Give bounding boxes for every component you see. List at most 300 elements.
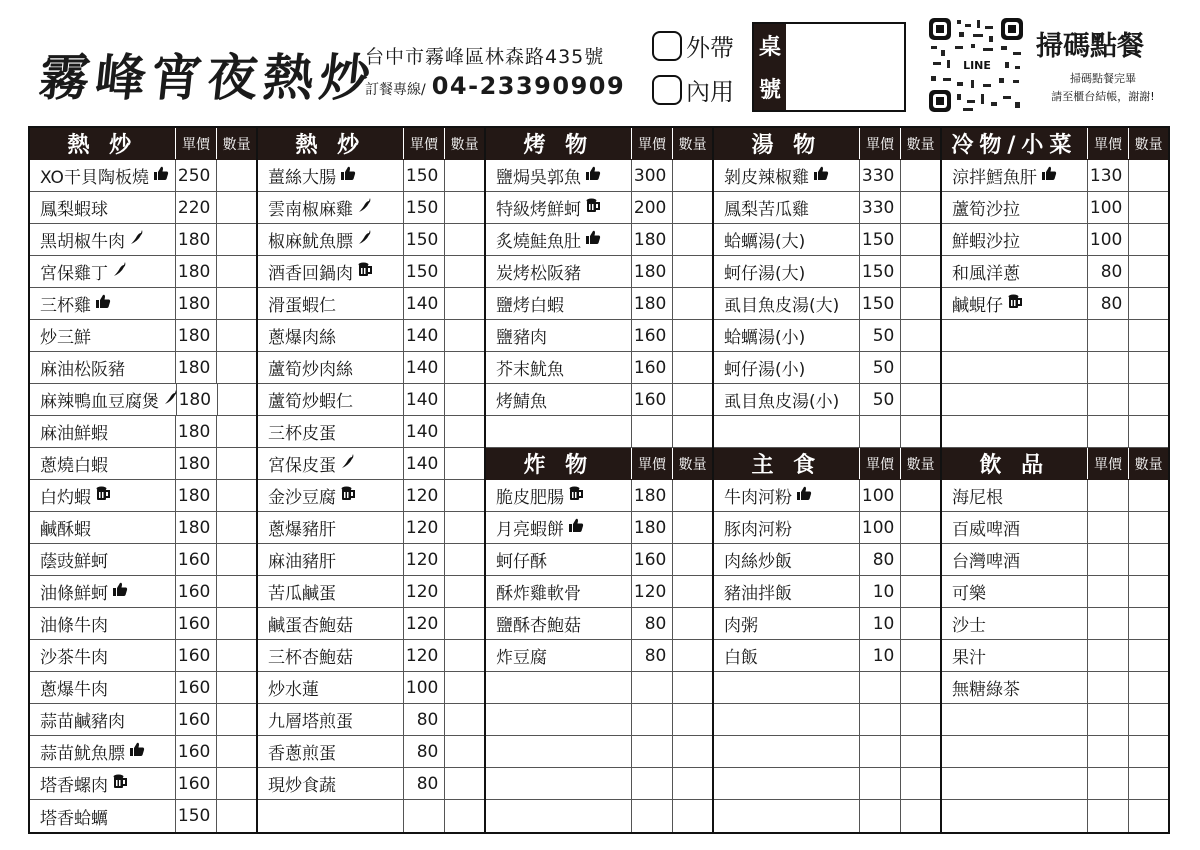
quantity-field[interactable] <box>217 480 256 511</box>
item-name-cell <box>942 256 1088 287</box>
item-name-cell <box>486 288 632 319</box>
quantity-field[interactable] <box>673 416 712 447</box>
item-price <box>1088 800 1130 832</box>
menu-item-row <box>258 544 484 576</box>
item-name: 海尼根 <box>952 488 1003 508</box>
item-name-cell <box>258 800 404 832</box>
item-name: 酒香回鍋肉 <box>268 264 353 284</box>
quantity-field[interactable] <box>673 640 712 671</box>
quantity-field[interactable] <box>217 320 256 351</box>
item-price: 140 <box>404 352 446 383</box>
item-price: 160 <box>176 704 218 735</box>
menu-item-row <box>30 704 256 736</box>
empty-row <box>486 736 712 768</box>
item-name: 無糖綠茶 <box>952 680 1020 700</box>
qty-column-header: 數量 <box>1134 456 1163 473</box>
qr-note-line: 請至櫃台結帳，謝謝! <box>1051 90 1155 103</box>
item-name-cell <box>30 672 176 703</box>
item-name-cell <box>714 544 860 575</box>
item-name: 果汁 <box>952 648 986 668</box>
quantity-field[interactable] <box>217 352 256 383</box>
quantity-field[interactable] <box>901 320 940 351</box>
item-name-cell <box>258 640 404 671</box>
quantity-field[interactable] <box>217 256 256 287</box>
quantity-field[interactable] <box>445 768 484 799</box>
quantity-field[interactable] <box>673 224 712 255</box>
quantity-field[interactable] <box>1129 800 1168 832</box>
qr-order-note <box>1036 70 1170 106</box>
quantity-field[interactable] <box>217 544 256 575</box>
item-name-cell <box>486 672 632 703</box>
quantity-field[interactable] <box>445 256 484 287</box>
item-name-cell <box>486 224 632 255</box>
item-name: 蔥爆牛肉 <box>40 680 108 700</box>
quantity-field[interactable] <box>445 288 484 319</box>
item-name-cell <box>714 320 860 351</box>
quantity-field[interactable] <box>1129 576 1168 607</box>
item-name-cell <box>30 288 176 319</box>
item-name-cell <box>714 576 860 607</box>
quantity-field[interactable] <box>901 480 940 511</box>
quantity-field[interactable] <box>445 704 484 735</box>
empty-row <box>486 800 712 832</box>
item-name-cell <box>258 704 404 735</box>
empty-row <box>714 704 940 736</box>
quantity-field[interactable] <box>673 160 712 191</box>
item-name: 可樂 <box>952 584 986 604</box>
menu-item-row <box>258 160 484 192</box>
quantity-field[interactable] <box>901 768 940 799</box>
quantity-field[interactable] <box>445 384 484 415</box>
quantity-field[interactable] <box>445 320 484 351</box>
phone-number: 04-23390909 <box>431 72 626 100</box>
quantity-field[interactable] <box>673 256 712 287</box>
quantity-field[interactable] <box>217 608 256 639</box>
quantity-field[interactable] <box>901 192 940 223</box>
quantity-field[interactable] <box>445 544 484 575</box>
checkbox-box[interactable] <box>652 31 682 61</box>
quantity-field[interactable] <box>673 288 712 319</box>
item-price: 160 <box>176 768 218 799</box>
dine-in-checkbox[interactable] <box>652 72 734 107</box>
quantity-field[interactable] <box>445 672 484 703</box>
item-price: 140 <box>404 448 446 479</box>
quantity-field[interactable] <box>217 224 256 255</box>
menu-item-row <box>258 480 484 512</box>
item-name: 油條牛肉 <box>40 616 108 636</box>
item-price: 80 <box>1088 256 1130 287</box>
item-name-cell <box>714 768 860 799</box>
item-name-cell <box>258 352 404 383</box>
quantity-field[interactable] <box>673 704 712 735</box>
menu-item-row <box>714 384 940 416</box>
item-price <box>1088 640 1130 671</box>
quantity-field[interactable] <box>445 192 484 223</box>
item-price <box>1088 704 1130 735</box>
quantity-field[interactable] <box>1129 384 1168 415</box>
item-name-cell <box>30 704 176 735</box>
quantity-field[interactable] <box>673 768 712 799</box>
menu-item-row <box>258 384 484 416</box>
quantity-field[interactable] <box>217 768 256 799</box>
menu-item-row <box>258 416 484 448</box>
quantity-field[interactable] <box>901 224 940 255</box>
quantity-field[interactable] <box>1129 512 1168 543</box>
item-price: 150 <box>404 160 446 191</box>
item-name: 蒜苗魷魚膘 <box>40 744 125 764</box>
dine-in-label: 內用 <box>686 78 734 106</box>
menu-column <box>258 128 486 832</box>
item-name-cell <box>714 736 860 767</box>
menu-item-row <box>714 608 940 640</box>
quantity-field[interactable] <box>901 416 940 447</box>
item-name: 炸豆腐 <box>496 648 547 668</box>
item-name-cell <box>30 512 176 543</box>
item-name-cell <box>714 672 860 703</box>
item-price: 330 <box>860 192 902 223</box>
menu-item-row <box>258 352 484 384</box>
item-name-cell <box>486 256 632 287</box>
item-price: 80 <box>1088 288 1130 319</box>
quantity-field[interactable] <box>1129 320 1168 351</box>
item-price: 330 <box>860 160 902 191</box>
quantity-field[interactable] <box>673 672 712 703</box>
quantity-field[interactable] <box>901 352 940 383</box>
menu-item-row <box>486 640 712 672</box>
item-name: XO干貝陶板燒 <box>40 168 149 188</box>
item-price: 250 <box>176 160 218 191</box>
item-name-cell <box>942 544 1088 575</box>
item-name: 九層塔煎蛋 <box>268 712 353 732</box>
quantity-field[interactable] <box>673 512 712 543</box>
menu-item-row <box>486 288 712 320</box>
quantity-field[interactable] <box>673 736 712 767</box>
quantity-field[interactable] <box>445 224 484 255</box>
item-price: 180 <box>176 480 218 511</box>
quantity-field[interactable] <box>1129 736 1168 767</box>
menu-item-row <box>486 608 712 640</box>
item-price: 180 <box>632 256 674 287</box>
quantity-field[interactable] <box>901 672 940 703</box>
item-price: 120 <box>404 640 446 671</box>
item-price: 180 <box>632 512 674 543</box>
item-name-cell <box>486 480 632 511</box>
item-name-cell <box>258 608 404 639</box>
quantity-field[interactable] <box>217 576 256 607</box>
item-name-cell <box>942 608 1088 639</box>
quantity-field[interactable] <box>673 384 712 415</box>
item-price: 160 <box>632 384 674 415</box>
item-name-cell <box>30 544 176 575</box>
quantity-field[interactable] <box>445 480 484 511</box>
item-name-cell <box>30 800 176 832</box>
item-price: 150 <box>404 192 446 223</box>
chili-icon <box>357 197 373 218</box>
item-name-cell <box>714 224 860 255</box>
item-name: 剝皮辣椒雞 <box>724 168 809 188</box>
chili-icon <box>357 229 373 250</box>
quantity-field[interactable] <box>1129 608 1168 639</box>
item-name-cell <box>258 672 404 703</box>
empty-row <box>942 800 1168 832</box>
quantity-field[interactable] <box>217 704 256 735</box>
item-price <box>1088 320 1130 351</box>
item-price: 120 <box>404 576 446 607</box>
menu-item-row <box>30 416 256 448</box>
quantity-field[interactable] <box>217 800 256 832</box>
quantity-field[interactable] <box>1129 160 1168 191</box>
item-name: 芥末魷魚 <box>496 360 564 380</box>
item-name: 豚肉河粉 <box>724 520 792 540</box>
quantity-field[interactable] <box>445 576 484 607</box>
section-header <box>942 128 1168 160</box>
item-name-cell <box>942 352 1088 383</box>
item-price: 80 <box>404 704 446 735</box>
menu-item-row <box>486 544 712 576</box>
empty-row <box>942 352 1168 384</box>
item-price <box>632 672 674 703</box>
quantity-field[interactable] <box>445 736 484 767</box>
thumb-icon <box>129 741 145 762</box>
item-price: 10 <box>860 640 902 671</box>
quantity-field[interactable] <box>217 512 256 543</box>
quantity-field[interactable] <box>1129 544 1168 575</box>
item-name-cell <box>486 800 632 832</box>
item-price: 160 <box>632 352 674 383</box>
qty-column-header: 數量 <box>678 136 707 153</box>
quantity-field[interactable] <box>445 352 484 383</box>
empty-row <box>486 672 712 704</box>
item-price <box>632 416 674 447</box>
item-price: 80 <box>860 544 902 575</box>
menu-item-row <box>714 224 940 256</box>
item-price: 160 <box>176 608 218 639</box>
quantity-field[interactable] <box>217 448 256 479</box>
item-price: 50 <box>860 352 902 383</box>
quantity-field[interactable] <box>901 544 940 575</box>
item-price: 180 <box>176 416 218 447</box>
item-price <box>1088 352 1130 383</box>
menu-item-row <box>714 480 940 512</box>
quantity-field[interactable] <box>445 800 484 832</box>
item-name: 蔥燒白蝦 <box>40 456 108 476</box>
quantity-field[interactable] <box>901 800 940 832</box>
item-price: 100 <box>860 480 902 511</box>
menu-item-row <box>942 160 1168 192</box>
menu-item-row <box>258 672 484 704</box>
quantity-field[interactable] <box>901 576 940 607</box>
quantity-field[interactable] <box>1129 704 1168 735</box>
item-name-cell <box>258 256 404 287</box>
item-price <box>404 800 446 832</box>
menu-item-row <box>486 224 712 256</box>
item-name-cell <box>258 224 404 255</box>
quantity-field[interactable] <box>1129 224 1168 255</box>
quantity-field[interactable] <box>673 320 712 351</box>
quantity-field[interactable] <box>445 160 484 191</box>
quantity-field[interactable] <box>217 672 256 703</box>
item-name: 蛤蠣湯(大) <box>724 232 806 252</box>
quantity-field[interactable] <box>901 160 940 191</box>
quantity-field[interactable] <box>1129 768 1168 799</box>
beer-icon <box>568 485 584 506</box>
quantity-field[interactable] <box>901 736 940 767</box>
price-column-header: 單價 <box>632 448 674 479</box>
item-name: 塔香蛤蠣 <box>40 808 108 829</box>
item-name-cell <box>942 576 1088 607</box>
item-price: 160 <box>176 544 218 575</box>
item-price: 180 <box>632 480 674 511</box>
item-name: 炙燒鮭魚肚 <box>496 232 581 252</box>
quantity-field[interactable] <box>901 256 940 287</box>
item-name: 雲南椒麻雞 <box>268 200 353 220</box>
quantity-field[interactable] <box>673 576 712 607</box>
empty-row <box>942 320 1168 352</box>
price-column-header: 單價 <box>632 128 674 159</box>
quantity-field[interactable] <box>217 288 256 319</box>
quantity-field[interactable] <box>901 608 940 639</box>
item-name-cell <box>942 704 1088 735</box>
item-name-cell <box>258 512 404 543</box>
item-name-cell <box>30 608 176 639</box>
quantity-field[interactable] <box>901 512 940 543</box>
quantity-field[interactable] <box>673 352 712 383</box>
item-name: 鹽烤白蝦 <box>496 296 564 316</box>
item-price <box>632 800 674 832</box>
quantity-field[interactable] <box>445 416 484 447</box>
quantity-field[interactable] <box>1129 288 1168 319</box>
menu-item-row <box>714 320 940 352</box>
menu-item-row <box>258 608 484 640</box>
quantity-field[interactable] <box>901 704 940 735</box>
item-name: 鮮蝦沙拉 <box>952 232 1020 252</box>
item-price <box>1088 576 1130 607</box>
menu-item-row <box>942 288 1168 320</box>
item-name: 蘆筍沙拉 <box>952 200 1020 220</box>
menu-item-row <box>714 576 940 608</box>
quantity-field[interactable] <box>217 192 256 223</box>
menu-item-row <box>258 768 484 800</box>
item-name: 麻油鮮蝦 <box>40 424 108 444</box>
section-header <box>486 448 712 480</box>
menu-item-row <box>30 672 256 704</box>
item-name-cell <box>30 640 176 671</box>
item-price <box>1088 544 1130 575</box>
quantity-field[interactable] <box>1129 256 1168 287</box>
item-name: 酥炸雞軟骨 <box>496 584 581 604</box>
item-price <box>860 416 902 447</box>
section-title: 熱 炒 <box>30 128 176 159</box>
quantity-field[interactable] <box>218 384 256 415</box>
menu-item-row <box>30 768 256 800</box>
menu-item-row <box>486 160 712 192</box>
menu-item-row <box>942 480 1168 512</box>
item-name-cell <box>30 352 176 383</box>
empty-row <box>714 416 940 448</box>
quantity-field[interactable] <box>1129 672 1168 703</box>
item-name: 白飯 <box>724 648 758 668</box>
quantity-field[interactable] <box>217 416 256 447</box>
item-name-cell <box>30 768 176 799</box>
item-name-cell <box>714 800 860 832</box>
beer-icon <box>357 261 373 282</box>
item-name: 肉粥 <box>724 616 758 636</box>
item-name: 沙士 <box>952 616 986 636</box>
section-title: 冷物/小菜 <box>942 128 1088 159</box>
item-name: 脆皮肥腸 <box>496 488 564 508</box>
thumb-icon <box>153 165 169 186</box>
quantity-field[interactable] <box>673 480 712 511</box>
item-name: 蚵仔湯(小) <box>724 360 806 380</box>
quantity-field[interactable] <box>673 192 712 223</box>
quantity-field[interactable] <box>673 608 712 639</box>
table-number-field[interactable] <box>786 24 904 110</box>
qr-code-icon[interactable] <box>927 16 1025 114</box>
quantity-field[interactable] <box>445 448 484 479</box>
item-price <box>632 736 674 767</box>
section-header <box>942 448 1168 480</box>
quantity-field[interactable] <box>673 800 712 832</box>
quantity-field[interactable] <box>445 640 484 671</box>
item-name: 金沙豆腐 <box>268 488 336 508</box>
item-price: 100 <box>404 672 446 703</box>
quantity-field[interactable] <box>1129 416 1168 447</box>
item-name: 虱目魚皮湯(大) <box>724 296 840 316</box>
quantity-field[interactable] <box>901 640 940 671</box>
item-name-cell <box>942 800 1088 832</box>
quantity-field[interactable] <box>1129 192 1168 223</box>
quantity-field[interactable] <box>217 640 256 671</box>
item-price: 120 <box>632 576 674 607</box>
quantity-field[interactable] <box>1129 352 1168 383</box>
price-column-header: 單價 <box>404 128 446 159</box>
item-price: 150 <box>860 288 902 319</box>
item-price <box>1088 672 1130 703</box>
item-price: 80 <box>632 608 674 639</box>
item-name-cell <box>30 416 176 447</box>
quantity-field[interactable] <box>445 512 484 543</box>
item-name: 蛤蠣湯(小) <box>724 328 806 348</box>
thumb-icon <box>813 165 829 186</box>
empty-row <box>942 736 1168 768</box>
quantity-field[interactable] <box>901 384 940 415</box>
menu-item-row <box>714 512 940 544</box>
menu-item-row <box>30 160 256 192</box>
item-price <box>1088 384 1130 415</box>
menu-column <box>486 128 714 832</box>
quantity-field[interactable] <box>217 736 256 767</box>
quantity-field[interactable] <box>1129 480 1168 511</box>
quantity-field[interactable] <box>217 160 256 191</box>
item-price: 180 <box>176 352 218 383</box>
item-price: 180 <box>176 224 218 255</box>
item-price: 180 <box>176 448 218 479</box>
quantity-field[interactable] <box>673 544 712 575</box>
item-price: 160 <box>176 672 218 703</box>
menu-item-row <box>30 544 256 576</box>
quantity-field[interactable] <box>1129 640 1168 671</box>
item-name: 三杯皮蛋 <box>268 424 336 444</box>
empty-row <box>942 768 1168 800</box>
section-header <box>714 448 940 480</box>
item-price <box>860 704 902 735</box>
item-name: 麻辣鴨血豆腐煲 <box>40 392 159 412</box>
quantity-field[interactable] <box>445 608 484 639</box>
item-name: 和風洋蔥 <box>952 264 1020 284</box>
takeout-checkbox[interactable] <box>652 28 734 63</box>
quantity-field[interactable] <box>901 288 940 319</box>
checkbox-box[interactable] <box>652 75 682 105</box>
